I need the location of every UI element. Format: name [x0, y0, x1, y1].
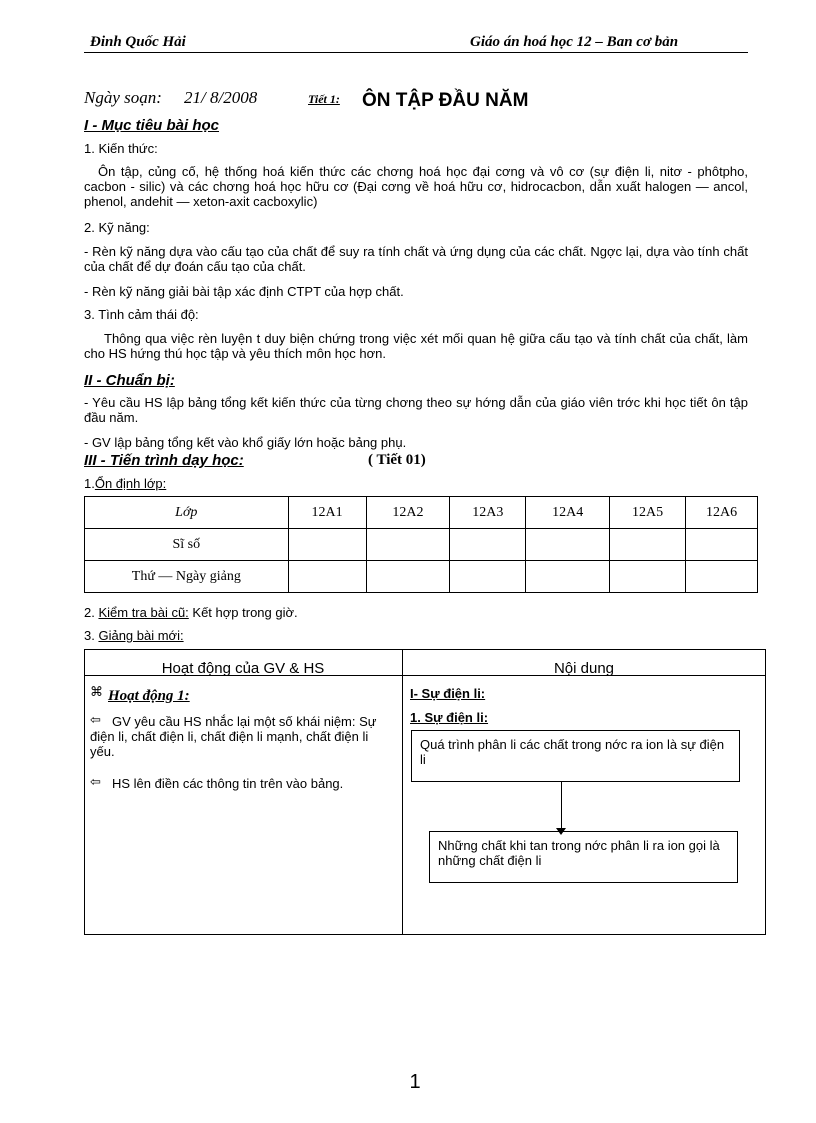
empty-cell	[526, 529, 610, 561]
col-content-title: Nội dung	[553, 660, 615, 677]
step-3-label: Giảng bài mới:	[98, 628, 184, 643]
class-cell: 12A6	[686, 497, 758, 529]
header-title: Giáo án hoá học 12 – Ban cơ bản	[470, 34, 679, 50]
row-label-date: Thứ — Ngày giảng	[85, 561, 289, 593]
star-icon: ⌘	[90, 684, 103, 699]
step-2	[84, 605, 298, 620]
table-row	[85, 497, 758, 529]
class-cell: 12A4	[526, 497, 610, 529]
step-1-number: 1.	[84, 476, 95, 491]
definition-box-2: Những chất khi tan trong nớc phân li ra ion gọi là những chất điện li	[429, 831, 738, 883]
hand-icon: ⇦	[90, 774, 101, 789]
step-2-number: 2.	[84, 605, 99, 620]
class-cell: 12A1	[288, 497, 366, 529]
activity-title: Hoạt động 1:	[108, 688, 190, 704]
attitude-text: Thông qua việc rèn luyện t duy biện chứng trong việc xét mối quan hệ giữa cấu tạo và tính chất của chất, làm cho HS hứng thú học tập và yêu thích môn học hơn.	[84, 331, 748, 361]
activity-item-2: HS lên điền các thông tin trên vào bảng.	[112, 776, 344, 791]
hand-icon: ⇦	[90, 712, 101, 727]
knowledge-title: 1. Kiến thức:	[84, 141, 158, 156]
step-2-text: Kết hợp trong giờ.	[188, 605, 298, 620]
prep-text-2: - GV lập bảng tổng kết vào khổ giấy lớn hoặc bảng phụ.	[84, 435, 407, 450]
table-row	[85, 561, 758, 593]
empty-cell	[610, 561, 686, 593]
prep-text-1: - Yêu cầu HS lập bảng tổng kết kiến thức của từng chơng theo sự hớng dẫn của giáo viên trớc khi học tiết ôn tập đầu năm.	[84, 395, 748, 425]
section-1-heading: I - Mục tiêu bài học	[84, 117, 220, 134]
class-cell: 12A5	[610, 497, 686, 529]
section-3-heading: III - Tiến trình dạy học:	[84, 452, 244, 469]
header-author: Đinh Quốc Hải	[90, 34, 186, 50]
header-rule	[84, 52, 748, 53]
skills-text-1: - Rèn kỹ năng dựa vào cấu tạo của chất để suy ra tính chất và ứng dụng của các chất. Ngợc lại, dựa vào tính chất của chất để dự đoán cấu tạo của chất.	[84, 244, 748, 274]
section-2-heading: II - Chuẩn bị:	[84, 372, 175, 389]
empty-cell	[526, 561, 610, 593]
skills-title: 2. Kỹ năng:	[84, 220, 150, 235]
empty-cell	[686, 561, 758, 593]
page-number: 1	[409, 1071, 421, 1093]
empty-cell	[450, 529, 526, 561]
row-label-class: Lớp	[85, 497, 289, 529]
row-label-size: Sĩ số	[85, 529, 289, 561]
content-heading-1: I- Sự điện li:	[410, 686, 486, 701]
step-2-label: Kiểm tra bài cũ:	[98, 605, 189, 620]
period-label: ( Tiết 01)	[368, 452, 426, 468]
empty-cell	[450, 561, 526, 593]
step-1-text: Ổn định lớp:	[94, 476, 167, 491]
definition-box-1: Quá trình phân li các chất trong nớc ra ion là sự điện li	[411, 730, 740, 782]
empty-cell	[686, 529, 758, 561]
empty-cell	[288, 529, 366, 561]
knowledge-text: Ôn tập, củng cố, hệ thống hoá kiến thức các chơng hoá học đại cơng và vô cơ (sự điện li, nitơ - phôtpho, cacbon - silic) và các chơng hoá học hữu cơ (Đại cơng về hoá hữu cơ, hidrocacbon, dẫn xuất halogen — ancol, phenol, andehit — xeton-axit cacboxylic)	[84, 164, 748, 209]
activity-item-1: GV yêu cầu HS nhắc lại một số khái niệm: Sự điện li, chất điện li, chất điện li mạnh, chất điện li yếu.	[90, 714, 377, 759]
step-3-number: 3.	[84, 628, 99, 643]
date-value: 21/ 8/2008	[184, 88, 258, 107]
lesson-title: ÔN TẬP ĐẦU NĂM	[362, 90, 529, 111]
class-cell: 12A2	[366, 497, 450, 529]
empty-cell	[366, 529, 450, 561]
empty-cell	[288, 561, 366, 593]
class-table	[84, 496, 758, 593]
arrow-line	[561, 782, 562, 832]
content-heading-2: 1. Sự điện li:	[410, 710, 489, 725]
date-label: Ngày soạn:	[84, 88, 162, 107]
col-activity-title: Hoạt động của GV & HS	[161, 660, 325, 677]
class-cell: 12A3	[450, 497, 526, 529]
step-1	[84, 476, 166, 491]
empty-cell	[610, 529, 686, 561]
lesson-label: Tiết 1:	[308, 92, 340, 106]
empty-cell	[366, 561, 450, 593]
step-3	[84, 628, 184, 643]
skills-text-2: - Rèn kỹ năng giải bài tập xác định CTPT của hợp chất.	[84, 284, 404, 299]
attitude-title: 3. Tình cảm thái độ:	[84, 307, 199, 322]
table-row	[85, 529, 758, 561]
